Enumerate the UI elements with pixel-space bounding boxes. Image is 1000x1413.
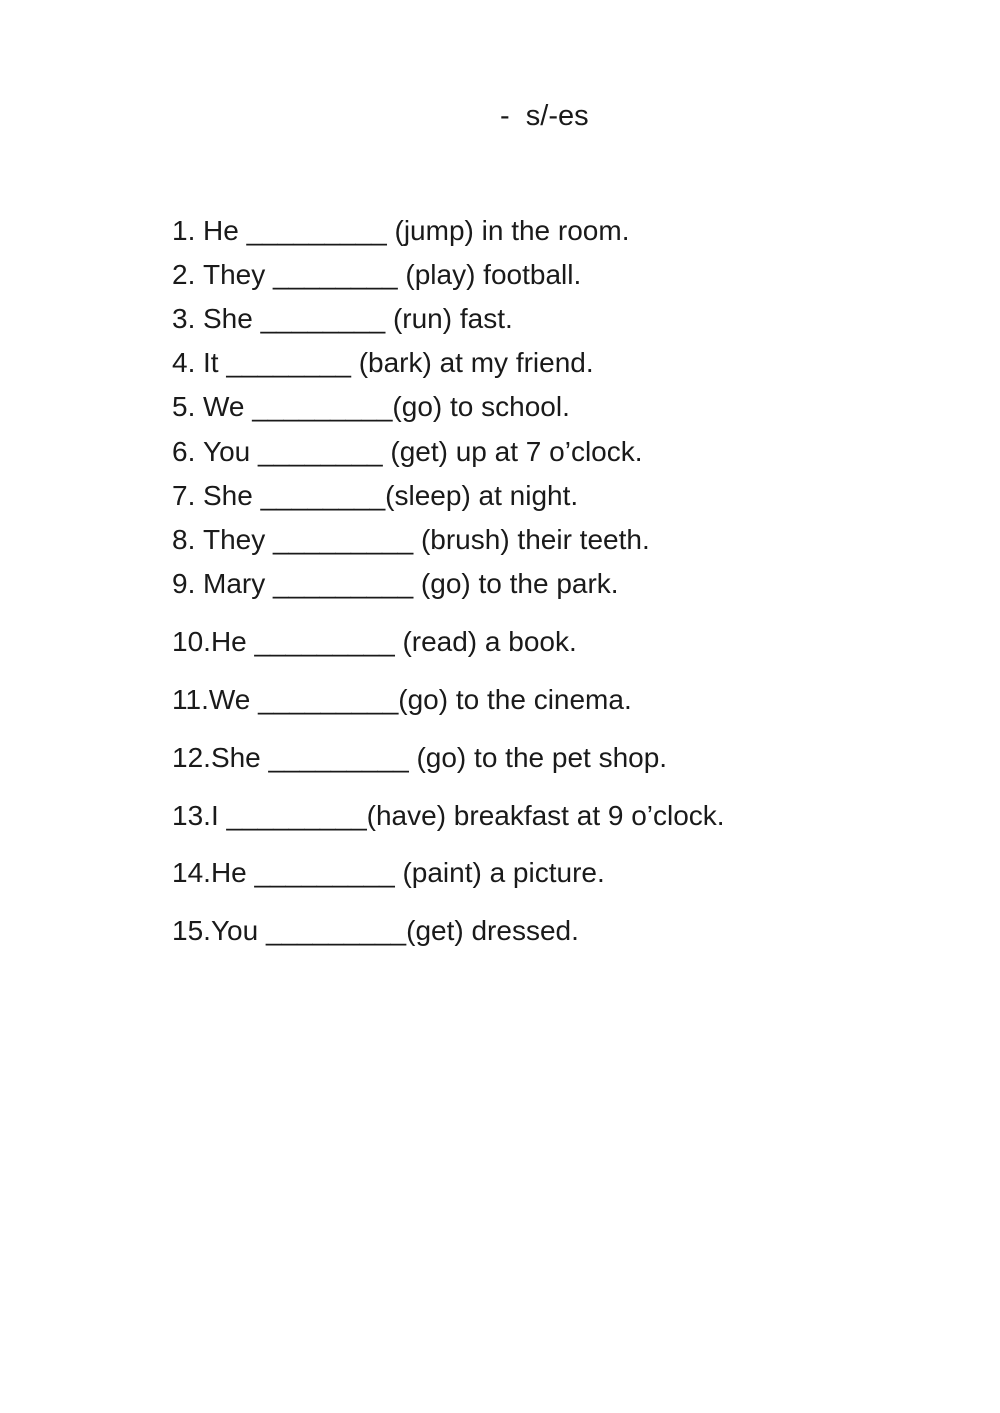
exercise-text: They ________ (play) football. — [203, 259, 582, 290]
exercise-text: Mary _________ (go) to the park. — [203, 568, 619, 599]
exercise-number: 1. — [172, 215, 196, 246]
exercise-number: 2. — [172, 259, 196, 290]
exercise-text: You _________(get) dressed. — [210, 915, 579, 946]
exercise-number: 9. — [172, 568, 196, 599]
exercise-text: You ________ (get) up at 7 o’clock. — [203, 436, 643, 467]
exercise-item — [172, 211, 629, 251]
exercise-item — [172, 343, 594, 383]
exercise-text: She _________ (go) to the pet shop. — [210, 742, 668, 773]
exercise-item — [172, 299, 513, 339]
exercise-item — [172, 622, 577, 662]
exercise-text: He _________ (jump) in the room. — [203, 215, 630, 246]
exercise-number: 14. — [172, 857, 211, 888]
exercise-text: We _________(go) to school. — [203, 391, 570, 422]
exercise-number: 8. — [172, 524, 196, 555]
worksheet-title: - s/-es — [500, 100, 589, 132]
exercise-number: 4. — [172, 347, 196, 378]
exercise-number: 12. — [172, 742, 211, 773]
exercise-number: 3. — [172, 303, 196, 334]
exercise-text: It ________ (bark) at my friend. — [203, 347, 594, 378]
exercise-number: 11. — [172, 684, 209, 715]
exercise-item — [172, 738, 667, 778]
exercise-text: He _________ (read) a book. — [210, 626, 577, 657]
exercise-number: 6. — [172, 436, 196, 467]
exercise-item — [172, 853, 605, 893]
exercise-text: She ________(sleep) at night. — [203, 480, 579, 511]
exercise-number: 13. — [172, 800, 211, 831]
exercise-number: 10. — [172, 626, 211, 657]
exercise-item — [172, 520, 650, 560]
exercise-item — [172, 796, 725, 836]
exercise-item — [172, 255, 581, 295]
exercise-item — [172, 476, 578, 516]
exercise-number: 5. — [172, 391, 196, 422]
exercise-number: 15. — [172, 915, 211, 946]
exercise-item — [172, 564, 619, 604]
exercise-item — [172, 680, 632, 720]
exercise-text: We _________(go) to the cinema. — [208, 684, 632, 715]
exercise-text: She ________ (run) fast. — [203, 303, 513, 334]
exercise-text: They _________ (brush) their teeth. — [203, 524, 650, 555]
exercise-number: 7. — [172, 480, 196, 511]
exercise-item — [172, 387, 570, 427]
exercise-item — [172, 911, 579, 951]
exercise-text: He _________ (paint) a picture. — [210, 857, 605, 888]
exercise-item — [172, 432, 643, 472]
exercise-text: I _________(have) breakfast at 9 o’clock. — [210, 800, 725, 831]
